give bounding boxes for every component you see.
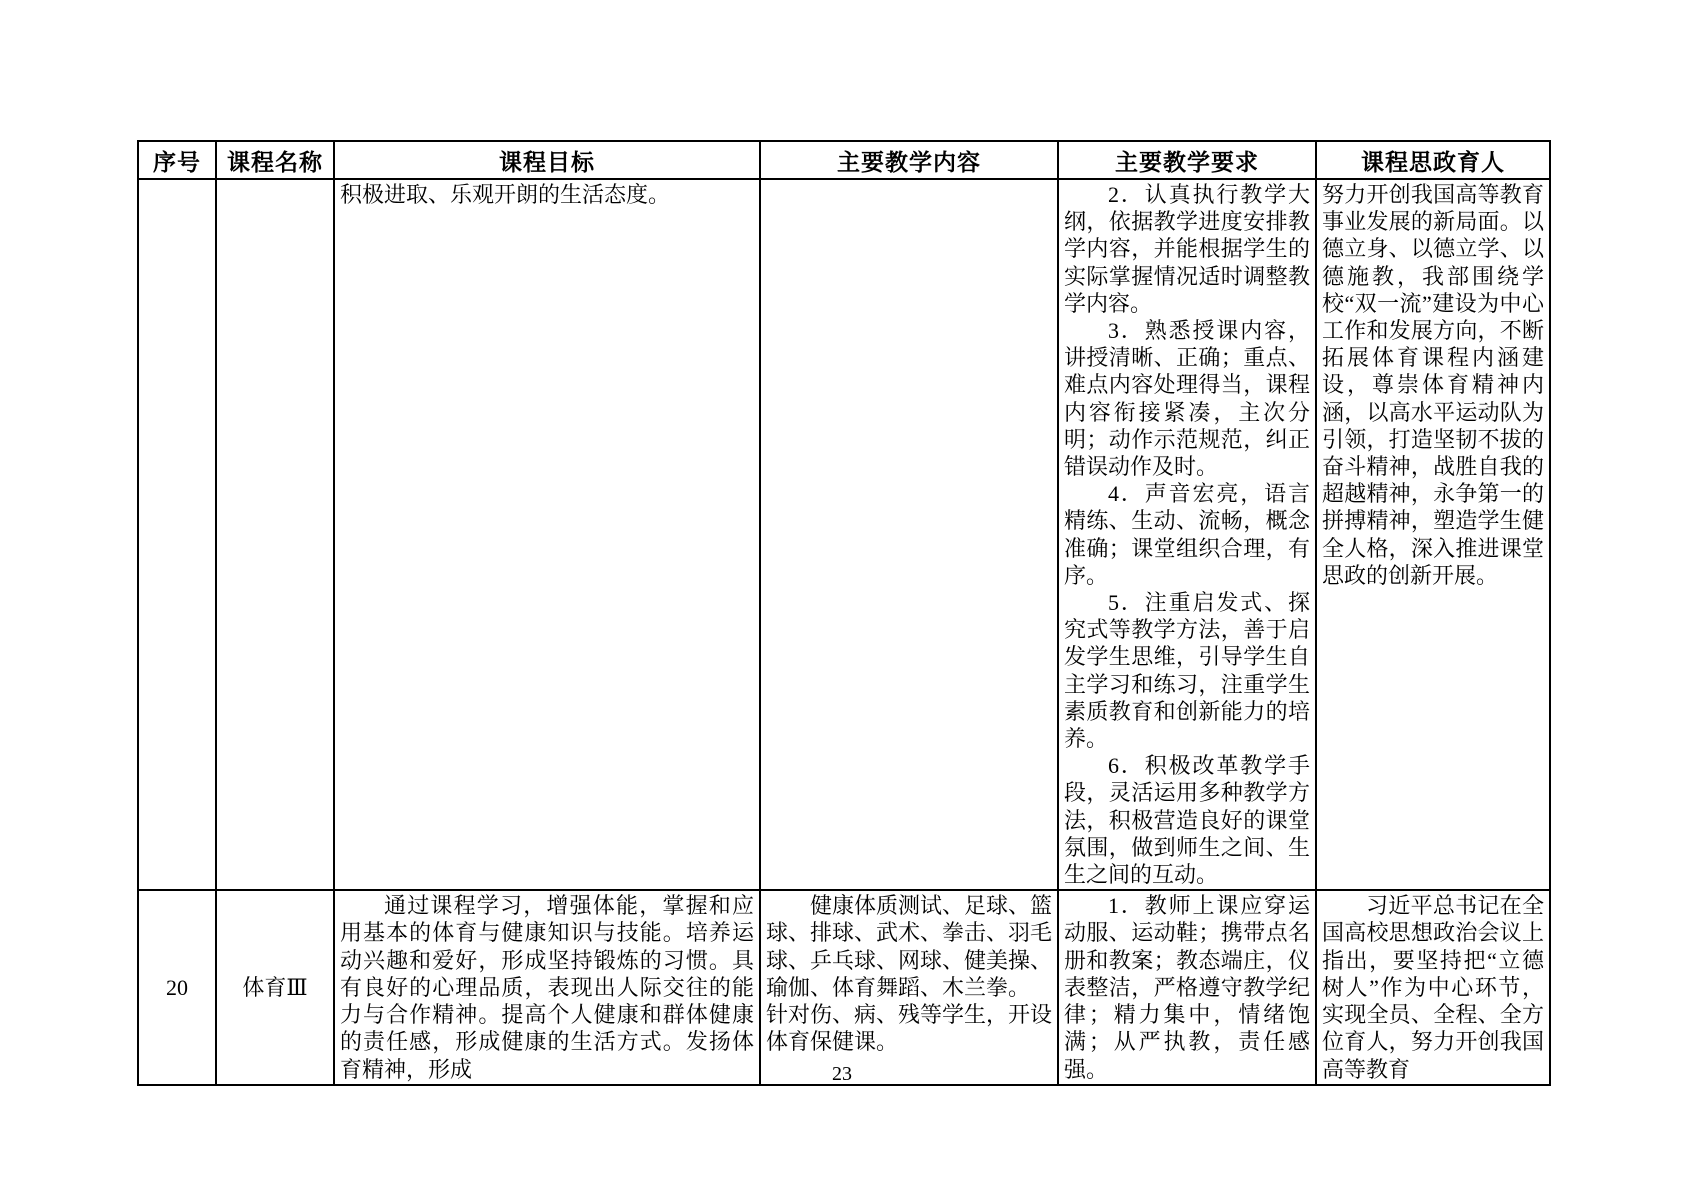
header-objectives: 课程目标 [334,141,760,179]
cell-seq [138,179,216,890]
header-ideology: 课程思政育人 [1316,141,1550,179]
table-row-continuation [138,179,1550,890]
paragraph: 健康体质测试、足球、篮球、排球、武术、拳击、羽毛球、乒乓球、网球、健美操、瑜伽、体育舞蹈、木兰拳。 [766,893,1053,1000]
paragraph: 努力开创我国高等教育事业发展的新局面。以德立身、以德立学、以德施教，我部围绕学校“双一流”建设为中心工作和发展方向，不断拓展体育课程内涵建设，尊崇体育精神内涵，以高水平运动队为引领，打造坚韧不拔的奋斗精神，战胜自我的超越精神，永争第一的拼搏精神，塑造学生健全人格，深入推进课堂思政的创新开展。 [1322,182,1544,588]
paragraph: 2．认真执行教学大纲，依据教学进度安排教学内容，并能根据学生的实际掌握情况适时调整教学内容。 [1064,182,1310,316]
cell-seq: 20 [138,890,216,1084]
paragraph: 1．教师上课应穿运动服、运动鞋；携带点名册和教案；教态端庄，仪表整洁，严格遵守教学纪律；精力集中，情绪饱满；从严执教，责任感强。 [1064,893,1310,1082]
cell-ideology [1316,179,1550,890]
cell-content [760,179,1058,890]
course-syllabus-table [137,140,1551,1086]
cell-ideology [1316,890,1550,1084]
paragraph: 6．积极改革教学手段，灵活运用多种教学方法，积极营造良好的课堂氛围，做到师生之间、生生之间的互动。 [1064,753,1310,888]
paragraph: 通过课程学习，增强体能，掌握和应用基本的体育与健康知识与技能。培养运动兴趣和爱好，形成坚持锻炼的习惯。具有良好的心理品质，表现出人际交往的能力与合作精神。提高个人健康和群体健康的责任感，形成健康的生活方式。发扬体育精神，形成 [340,893,754,1082]
paragraph: 针对伤、病、残等学生，开设体育保健课。 [766,1002,1053,1055]
header-course-name: 课程名称 [216,141,334,179]
cell-objectives [334,179,760,890]
paragraph: 3．熟悉授课内容，讲授清晰、正确；重点、难点内容处理得当，课程内容衔接紧凑，主次分明；动作示范规范，纠正错误动作及时。 [1064,318,1310,480]
cell-objectives [334,890,760,1084]
header-requirements: 主要教学要求 [1058,141,1316,179]
table-row-course-20 [138,890,1550,1084]
cell-requirements [1058,890,1316,1084]
cell-requirements [1058,179,1316,890]
page-number: 23 [832,1063,852,1085]
cell-course-name [216,179,334,890]
paragraph: 积极进取、乐观开朗的生活态度。 [340,182,671,207]
table-header-row [138,141,1550,179]
cell-content [760,890,1058,1084]
cell-course-name: 体育Ⅲ [216,890,334,1084]
paragraph: 4．声音宏亮，语言精练、生动、流畅，概念准确；课堂组织合理，有序。 [1064,481,1310,588]
paragraph: 5．注重启发式、探究式等教学方法，善于启发学生思维，引导学生自主学习和练习，注重学生素质教育和创新能力的培养。 [1064,590,1310,752]
header-content: 主要教学内容 [760,141,1058,179]
paragraph: 习近平总书记在全国高校思想政治会议上指出，要坚持把“立德树人”作为中心环节，实现全员、全程、全方位育人，努力开创我国高等教育 [1322,893,1544,1082]
header-seq: 序号 [138,141,216,179]
